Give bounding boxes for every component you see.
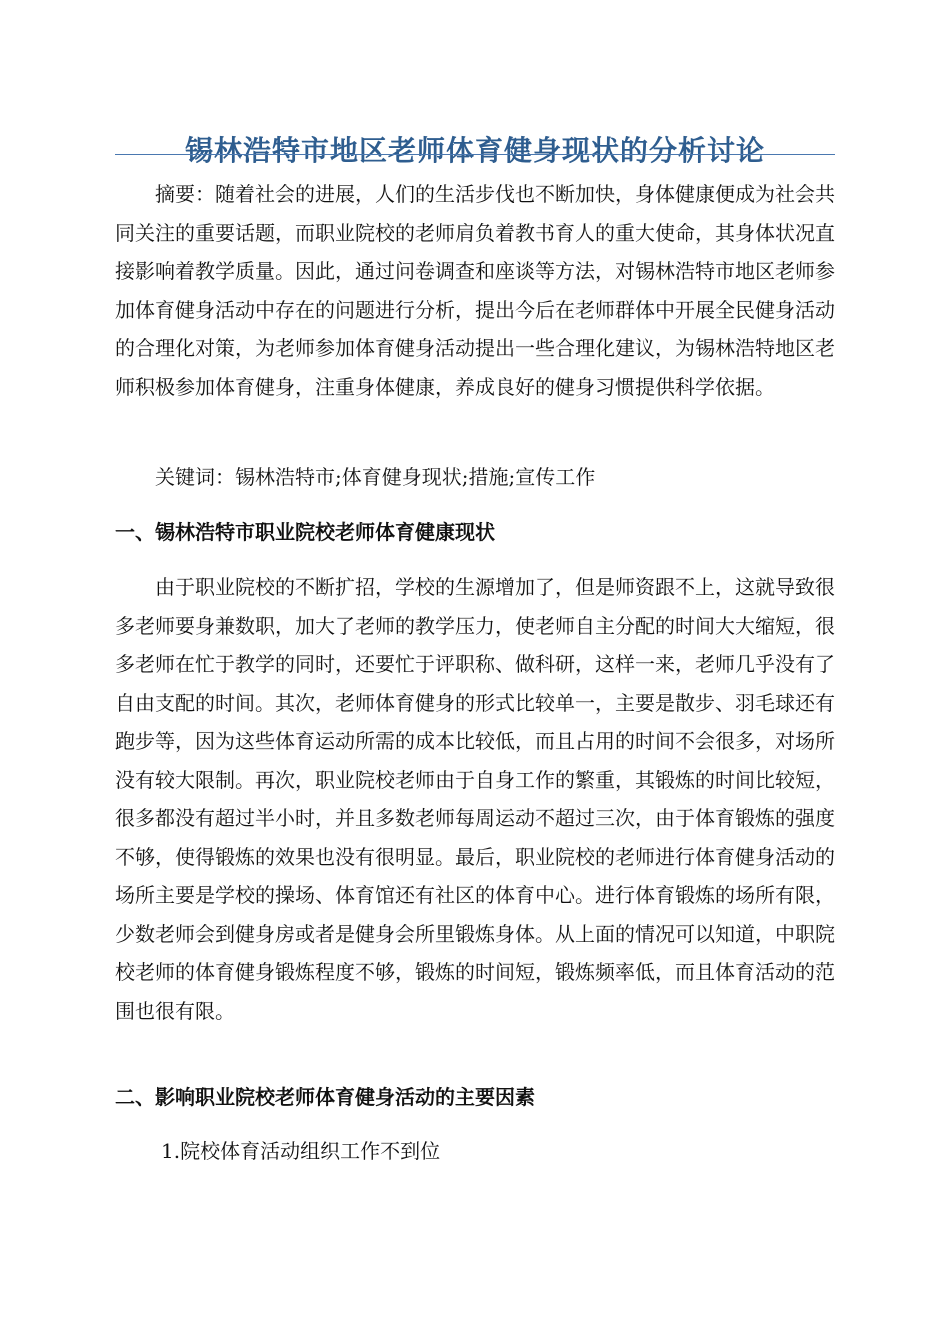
document-title: 锡林浩特市地区老师体育健身现状的分析讨论 — [184, 133, 765, 167]
section-1-heading: 一、锡林浩特市职业院校老师体育健康现状 — [115, 520, 495, 544]
title-underline — [115, 154, 835, 155]
section-2-subheading-1: 1.院校体育活动组织工作不到位 — [161, 1139, 441, 1163]
keywords-line: 关键词：锡林浩特市;体育健身现状;措施;宣传工作 — [155, 465, 596, 489]
abstract-paragraph: 摘要：随着社会的进展，人们的生活步伐也不断加快，身体健康便成为社会共同关注的重要话题，而职业院校的老师肩负着教书育人的重大使命，其身体状况直接影响着教学质量。因此，通过问卷调查和座谈等方法，对锡林浩特市地区老师参加体育健身活动中存在的问题进行分析，提出今后在老师群体中开展全民健身活动的合理化对策，为老师参加体育健身活动提出一些合理化建议，为锡林浩特地区老师积极参加体育健身，注重身体健康，养成良好的健身习惯提供科学依据。 — [115, 182, 835, 399]
section-1-paragraph: 由于职业院校的不断扩招，学校的生源增加了，但是师资跟不上，这就导致很多老师要身兼数职，加大了老师的教学压力，使老师自主分配的时间大大缩短，很多老师在忙于教学的同时，还要忙于评职称、做科研，这样一来，老师几乎没有了自由支配的时间。其次，老师体育健身的形式比较单一，主要是散步、羽毛球还有跑步等，因为这些体育运动所需的成本比较低，而且占用的时间不会很多，对场所没有较大限制。再次，职业院校老师由于自身工作的繁重，其锻炼的时间比较短，很多都没有超过半小时，并且多数老师每周运动不超过三次，由于体育锻炼的强度不够，使得锻炼的效果也没有很明显。最后，职业院校的老师进行体育健身活动的场所主要是学校的操场、体育馆还有社区的体育中心。进行体育锻炼的场所有限，少数老师会到健身房或者是健身会所里锻炼身体。从上面的情况可以知道，中职院校老师的体育健身锻炼程度不够，锻炼的时间短，锻炼频率低，而且体育活动的范围也很有限。 — [115, 575, 835, 1023]
section-2-heading: 二、影响职业院校老师体育健身活动的主要因素 — [115, 1085, 535, 1109]
